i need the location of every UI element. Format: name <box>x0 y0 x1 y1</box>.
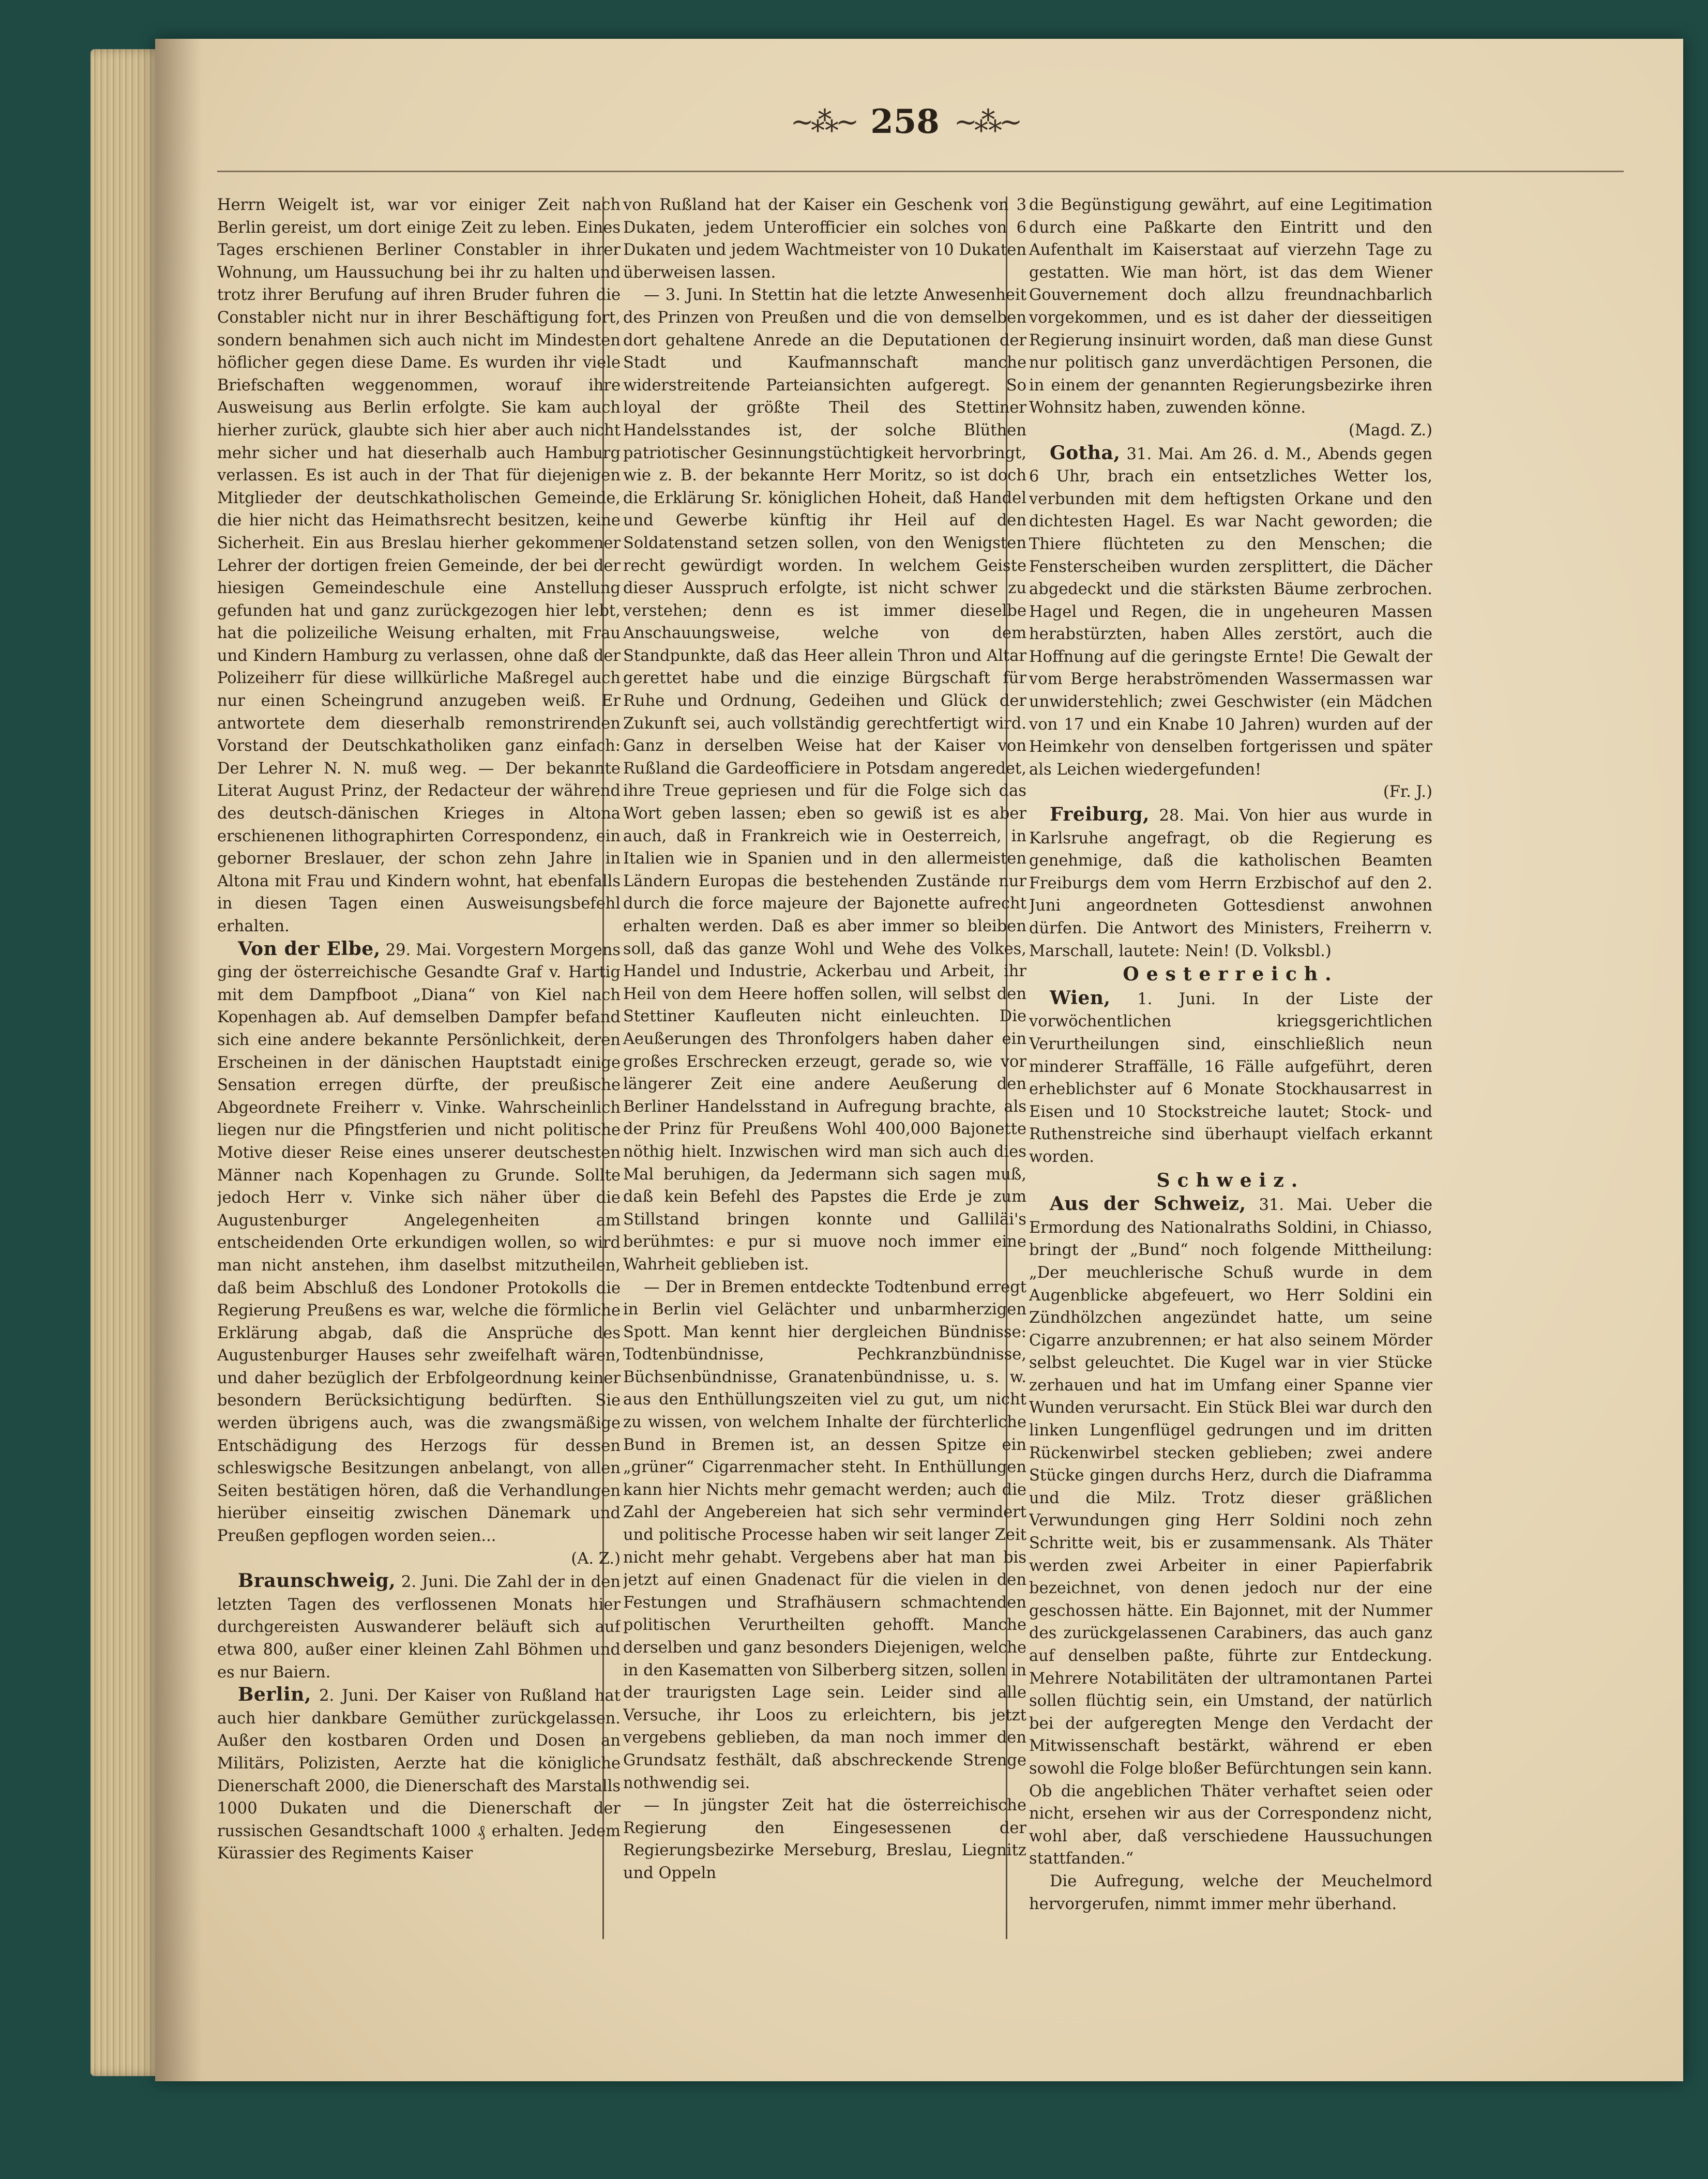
article-dateline-heading: Aus der Schweiz, <box>1050 1193 1246 1215</box>
article-text: 2. Juni. Der Kaiser von Rußland hat auch hier dankbare Gemüther zurückgelassen. Außer den kostbaren Orden und Dosen an Militärs, Polizisten, Aerzte hat die königliche Dienerschaft 2000, die Dienerschaft des Marstalls 1000 Dukaten und die Dienerschaft der russischen Gesandtschaft 1000 ₰ erhalten. Jedem Kürassier des Regiments Kaiser <box>217 1687 621 1863</box>
article-paragraph <box>1029 804 1432 962</box>
article-source: (A. Z.) <box>571 1549 621 1568</box>
article-paragraph <box>1029 1870 1432 1915</box>
article-text: Die Aufregung, welche der Meuchelmord hervorgerufen, nimmt immer mehr überhand. <box>1029 1872 1432 1913</box>
article-text: von Rußland hat der Kaiser ein Geschenk von 3 Dukaten, jedem Unterofficier ein solches von 6 Dukaten und jedem Wachtmeister von 10 Dukaten überweisen lassen. <box>623 196 1026 282</box>
article-text: die Begünstigung gewährt, auf eine Legitimation durch eine Paßkarte den Eintritt und den Aufenthalt im Kaiserstaat auf vierzehn Tage zu gestatten. Wie man hört, ist das dem Wiener Gouvernement doch allzu freundnachbarlich vorgekommen, und es ist daher der diesseitigen Regierung insinuirt worden, daß man diese Gunst nur politisch ganz unverdächtigen Personen, die in einem der genannten Regierungsbezirke ihren Wohnsitz haben, zuwenden könne. <box>1029 196 1432 417</box>
article-text: 1. Juni. In der Liste der vorwöchentlichen kriegsgerichtlichen Verurtheilungen sind, einschließlich neun minderer Straffälle, 16 Fälle aufgeführt, deren erheblichster auf 6 Monate Stockhausarrest in Eisen und 10 Stockstreiche lautet; Stock- und Ruthenstreiche sind überhaupt vielfach erkannt worden. <box>1029 990 1432 1166</box>
article-text: — 3. Juni. In Stettin hat die letzte Anwesenheit des Prinzen von Preußen und die von demselben dort gehaltene Anrede an die Deputationen der Stadt und Kaufmannschaft manche widerstreitende Parteiansichten aufgeregt. So loyal der größte Theil des Stettiner Handelsstandes ist, der solche Blüthen patriotischer Gesinnungstüchtigkeit hervorbringt, wie z. B. der bekannte Herr Moritz, so ist doch die Erklärung Sr. königlichen Hoheit, daß Handel und Gewerbe künftig ihr Heil auf den Soldatenstand setzen sollen, von den Wenigsten recht gewürdigt worden. In welchem Geiste dieser Ausspruch erfolgte, ist nicht schwer zu verstehen; denn es ist immer dieselbe Anschauungsweise, welche von dem Standpunkte, daß das Heer allein Thron und Altar gerettet habe und die einzige Bürgschaft für Ruhe und Ordnung, Gedeihen und Glück der Zukunft sei, auch vollständig gerechtfertigt wird. Ganz in derselben Weise hat der Kaiser von Rußland die Gardeofficiere in Potsdam angeredet, ihre Treue gepriesen und für die Folge sich das Wort geben lassen; eben so gewiß ist es aber auch, daß in Frankreich wie in Oesterreich, in Italien wie in Spanien und in den allermeisten Ländern Europas die bestehenden Zustände nur durch die force majeure der Bajonette aufrecht erhalten werden. Daß es aber immer so bleiben soll, daß das ganze Wohl und Wehe des Volkes, Handel und Industrie, Ackerbau und Arbeit, ihr Heil von dem Heere hoffen sollen, will selbst den Stettiner Kaufleuten nicht einleuchten. Die Aeußerungen des Thronfolgers haben daher ein großes Erschrecken erzeugt, gerade so, wie vor längerer Zeit eine andere Aeußerung den Berliner Handelsstand in Aufregung brachte, als der Prinz für Preußens Wohl 400,000 Bajonette nöthig hielt. Inzwischen wird man sich auch dies Mal beruhigen, da Jedermann sich sagen muß, daß kein Befehl des Papstes die Erde je zum Stillstand bringen konnte und Galliläi's berühmtes: e pur si muove noch immer eine Wahrheit geblieben ist. <box>623 286 1026 1274</box>
page-number: 258 <box>870 102 940 141</box>
article-paragraph <box>623 1794 1026 1884</box>
article-source: (Magd. Z.) <box>1348 421 1432 440</box>
article-paragraph <box>217 1684 621 1865</box>
article-text: — In jüngster Zeit hat die österreichische Regierung den Eingesessenen der Regierungsbezirke Merseburg, Breslau, Liegnitz und Oppeln <box>623 1796 1026 1882</box>
text-column-2 <box>623 194 1026 1926</box>
page-header <box>683 98 1127 145</box>
article-text: Herrn Weigelt ist, war vor einiger Zeit nach Berlin gereist, um dort einige Zeit zu leben. Eines Tages erschienen Berliner Constabler in ihrer Wohnung, um Haussuchung bei ihr zu halten und trotz ihrer Berufung auf ihren Bruder fuhren die Constabler nicht nur in ihrer Beschäftigung fort, sondern benahmen sich auch nicht im Mindesten höflicher gegen diese Dame. Es wurden ihr viele Briefschaften weggenommen, worauf ihre Ausweisung aus Berlin erfolgte. Sie kam auch hierher zurück, glaubte sich hier aber auch nicht mehr sicher und hat dieserhalb auch Hamburg verlassen. Es ist auch in der That für diejenigen Mitglieder der deutschkatholischen Gemeinde, die hier nicht das Heimathsrecht besitzen, keine Sicherheit. Ein aus Breslau hierher gekommener Lehrer der dortigen freien Gemeinde, der bei der hiesigen Gemeindeschule eine Anstellung gefunden hat und ganz zurückgezogen hier lebt, hat die polizeiliche Weisung erhalten, mit Frau und Kindern Hamburg zu verlassen, ohne daß der Polizeiherr für diese willkürliche Maßregel auch nur einen Scheingrund anzugeben weiß. Er antwortete dem dieserhalb remonstrirenden Vorstand der Deutschkatholiken ganz einfach: Der Lehrer N. N. muß weg. — Der bekannte Literat August Prinz, der Redacteur der während des deutsch-dänischen Krieges in Altona erschienenen lithographirten Correspondenz, ein geborner Breslauer, der schon zehn Jahre in Altona mit Frau und Kindern wohnt, hat ebenfalls in diesen Tagen einen Ausweisungsbefehl erhalten. <box>217 196 621 935</box>
article-text: 29. Mai. Vorgestern Morgens ging der österreichische Gesandte Graf v. Hartig mit dem Dampfboot „Diana“ von Kiel nach Kopenhagen ab. Auf demselben Dampfer befand sich eine andere bekannte Persönlichkeit, deren Erscheinen in der dänischen Hauptstadt einige Sensation erregen dürfte, der preußische Abgeordnete Freiherr v. Vinke. Wahrscheinlich liegen nur die Pfingstferien und nicht politische Motive dieser Reise eines unserer deutschesten Männer nach Kopenhagen zu Grunde. Sollte jedoch Herr v. Vinke sich näher über die Augustenburger Angelegenheiten am entscheidenden Orte erkundigen wollen, so wird man nicht anstehen, ihm daselbst mitzutheilen, daß beim Abschluß des Londoner Protokolls die Regierung Preußens es war, welche die förmliche Erklärung abgab, daß die Ansprüche des Augustenburger Hauses sehr zweifelhaft wären, und daher bezüglich der Erbfolgeordnung keiner besondern Berücksichtigung bedürften. Sie werden übrigens auch, was die zwangsmäßige Entschädigung des Herzogs für dessen schleswigsche Besitzungen anbelangt, von allen Seiten bestätigen hören, daß die Verhandlungen hierüber einseitig zwischen Dänemark und Preußen gepflogen worden seien... <box>217 941 621 1546</box>
section-heading: Oesterreich. <box>1123 963 1339 986</box>
article-source: (Fr. J.) <box>1383 783 1432 801</box>
header-ornament-right-icon: ~⁂~ <box>954 105 1020 138</box>
article-dateline-heading: Von der Elbe, <box>238 937 381 960</box>
article-paragraph <box>623 1276 1026 1795</box>
header-rule <box>217 171 1624 172</box>
text-column-1 <box>217 194 621 1926</box>
article-dateline-heading: Wien, <box>1050 987 1111 1009</box>
article-paragraph <box>217 194 621 938</box>
article-dateline-heading: Berlin, <box>238 1684 311 1706</box>
article-text: 31. Mai. Ueber die Ermordung des Nationalraths Soldini, in Chiasso, bringt der „Bund“ noch folgende Mittheilung: „Der meuchlerische Schuß wurde in dem Augenblicke abgefeuert, wo Herr Soldini ein Zündhölzchen angezündet hatte, um seine Cigarre anzubrennen; er hat also seinem Mörder selbst geleuchtet. Die Kugel war in vier Stücke zerhauen und hat im Umfang einer Spanne vier Wunden verursacht. Ein Stück Blei war durch den linken Lungenflügel gedrungen und im dritten Rückenwirbel stecken geblieben; zwei andere Stücke gingen durchs Herz, durch die Diaframma und die Milz. Trotz dieser gräßlichen Verwundungen ging Herr Soldini noch zehn Schritte weit, bis er zusammensank. Als Thäter werden zwei Arbeiter in einer Papierfabrik bezeichnet, von denen jedoch nur der eine geschossen hätte. Ein Bajonnet, mit der Nummer des zurückgelassenen Carabiners, das auch ganz auf denselben paßte, führte zur Entdeckung. Mehrere Notabilitäten der ultramontanen Partei sollen flüchtig sein, ein Umstand, der natürlich bei der aufgeregten Menge den Verdacht der Mitwissenschaft bestärkt, während er eben sowohl die Folge bloßer Befürchtungen sein kann. Ob die angeblichen Thäter verhaftet seien oder nicht, ersehen wir aus der Correspondenz nicht, wohl aber, daß verschiedene Haussuchungen stattfanden.“ <box>1029 1196 1432 1868</box>
article-paragraph <box>623 284 1026 1276</box>
spine-shadow <box>155 39 202 2081</box>
article-paragraph <box>1029 987 1432 1169</box>
article-paragraph <box>623 194 1026 284</box>
article-paragraph <box>1029 442 1432 804</box>
article-text: — Der in Bremen entdeckte Todtenbund erregt in Berlin viel Gelächter und unbarmherzigen Spott. Man kennt hier dergleichen Bündnisse: Todtenbündnisse, Pechkranzbündnisse, Büchsenbündnisse, Granatenbündnisse, u. s. w. aus den Enthüllungszeiten viel zu gut, um nicht zu wissen, von welchem Inhalte der fürchterliche Bund in Bremen ist, an dessen Spitze ein „grüner“ Cigarrenmacher steht. In Enthüllungen kann hier Nichts mehr gemacht werden; auch die Zahl der Angebereien hat sich sehr vermindert und politische Processe haben wir seit langer Zeit nicht mehr gehabt. Vergebens aber hat man bis jetzt auf einen Gnadenact für die vielen in den Festungen und Strafhäusern schmachtenden politischen Verurtheilten gehofft. Manche derselben und ganz besonders Diejenigen, welche in den Kasematten von Silberberg sitzen, sollen in der traurigsten Lage sein. Leider sind alle Versuche, ihr Loos zu erleichtern, bis jetzt vergebens geblieben, da man noch immer den Grundsatz festhält, daß abschreckende Strenge nothwendig sei. <box>623 1278 1026 1792</box>
text-column-3 <box>1029 194 1432 1926</box>
article-text: 2. Juni. Die Zahl der in den letzten Tagen des verflossenen Monats hier durchgereisten Auswanderer beläuft sich auf etwa 800, außer einer kleinen Zahl Böhmen und es nur Baiern. <box>217 1573 621 1682</box>
article-dateline-heading: Freiburg, <box>1050 804 1150 826</box>
section-heading: Schweiz. <box>1156 1169 1305 1191</box>
article-text: 28. Mai. Von hier aus wurde in Karlsruhe angefragt, ob die Regierung es genehmige, daß die katholischen Beamten Freiburgs dem vom Herrn Erzbischof auf den 2. Juni angeordneten Gottesdienst anwohnen dürfen. Die Antwort des Ministers, Freiherrn v. Marschall, lautete: Nein! (D. Volksbl.) <box>1029 807 1432 960</box>
article-paragraph <box>1029 1193 1432 1870</box>
article-dateline-heading: Braunschweig, <box>238 1570 396 1592</box>
article-text: 31. Mai. Am 26. d. M., Abends gegen 6 Uhr, brach ein entsetzliches Wetter los, verbunden mit dem heftigsten Orkane und den dichtesten Hagel. Es war Nacht geworden; die Thiere flüchteten zu den Menschen; die Fensterscheiben wurden zersplittert, die Dächer abgedeckt und die stärksten Bäume zerbrochen. Hagel und Regen, die in ungeheuren Massen herabstürzten, haben Alles zerstört, auch die Hoffnung auf die geringste Ernte! Die Gewalt der vom Berge herabströmenden Wassermassen war unwiderstehlich; zwei Geschwister (ein Mädchen von 17 und ein Knabe 10 Jahren) wurden auf der Heimkehr von denselben fortgerissen und später als Leichen wiedergefunden! <box>1029 445 1432 779</box>
article-dateline-heading: Gotha, <box>1050 442 1121 464</box>
article-paragraph <box>217 1570 621 1684</box>
article-paragraph <box>1029 194 1432 442</box>
header-ornament-left-icon: ~⁂~ <box>790 105 856 138</box>
article-paragraph <box>217 938 621 1570</box>
